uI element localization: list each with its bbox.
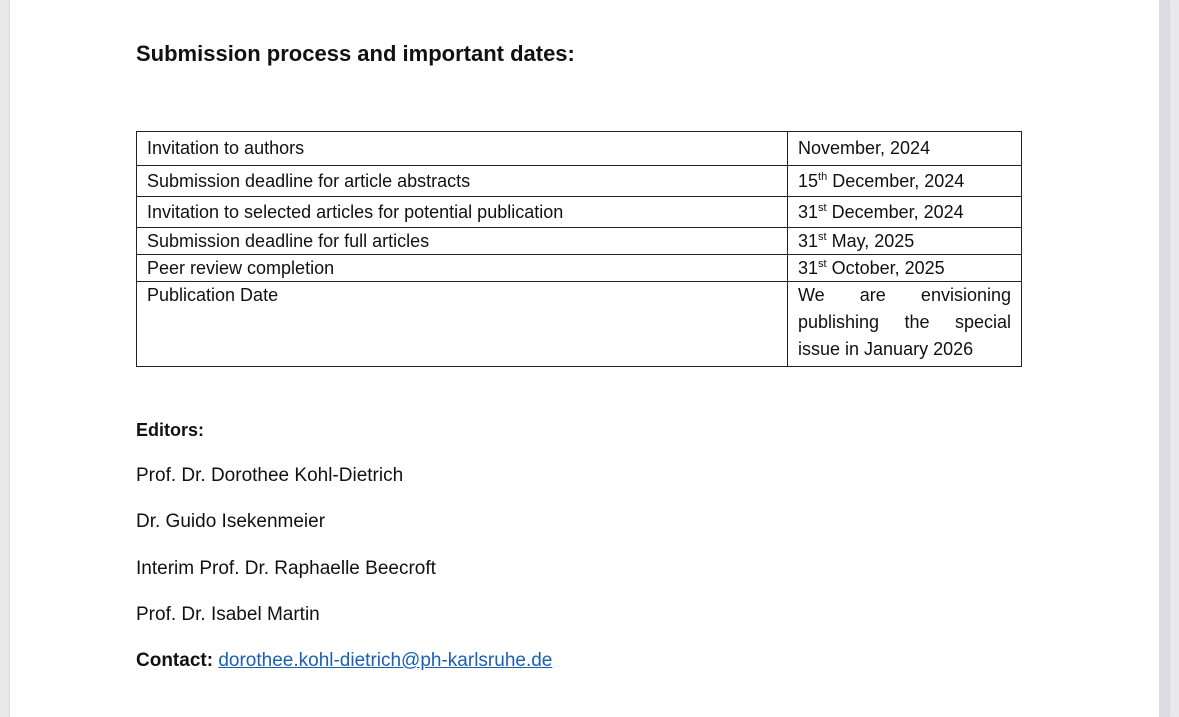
table-row xyxy=(137,282,1022,367)
date-cell: November, 2024 xyxy=(788,132,1022,166)
date-rest: December, 2024 xyxy=(827,171,965,191)
editor-name: Prof. Dr. Isabel Martin xyxy=(136,604,320,625)
table-row xyxy=(137,228,1022,255)
table-row xyxy=(137,166,1022,197)
event-cell: Peer review completion xyxy=(137,255,788,282)
date-cell: We are envisioning publishing the special issue in January 2026 xyxy=(788,282,1022,367)
date-ordinal: th xyxy=(818,171,828,183)
editor-name: Prof. Dr. Dorothee Kohl-Dietrich xyxy=(136,465,404,486)
date-day: 31 xyxy=(798,202,819,222)
page-edge-shadow xyxy=(1159,0,1169,717)
date-day: 31 xyxy=(798,231,819,251)
table-row xyxy=(137,255,1022,282)
contact-line xyxy=(136,650,552,672)
section-heading: Submission process and important dates: xyxy=(136,41,575,66)
date-cell xyxy=(788,166,1022,197)
date-cell xyxy=(788,255,1022,282)
date-day: 15 xyxy=(798,171,819,191)
event-cell: Publication Date xyxy=(137,282,788,367)
dates-table xyxy=(136,131,1022,367)
event-cell: Invitation to selected articles for potential publication xyxy=(137,197,788,228)
date-cell xyxy=(788,228,1022,255)
date-ordinal: st xyxy=(818,231,827,243)
event-cell: Invitation to authors xyxy=(137,132,788,166)
date-day: 31 xyxy=(798,258,819,278)
date-ordinal: st xyxy=(818,258,827,270)
date-rest: October, 2025 xyxy=(826,258,945,278)
contact-label: Contact: xyxy=(136,650,214,671)
date-rest: December, 2024 xyxy=(826,202,964,222)
event-cell: Submission deadline for full articles xyxy=(137,228,788,255)
event-cell: Submission deadline for article abstracts xyxy=(137,166,788,197)
editor-name: Dr. Guido Isekenmeier xyxy=(136,511,326,532)
table-row xyxy=(137,132,1022,166)
editors-heading: Editors: xyxy=(136,420,205,440)
date-rest: May, 2025 xyxy=(826,231,915,251)
contact-email-link[interactable]: dorothee.kohl-dietrich@ph-karlsruhe.de xyxy=(218,650,553,671)
date-cell xyxy=(788,197,1022,228)
table-row xyxy=(137,197,1022,228)
date-ordinal: st xyxy=(818,202,827,214)
editor-name: Interim Prof. Dr. Raphaelle Beecroft xyxy=(136,558,436,579)
